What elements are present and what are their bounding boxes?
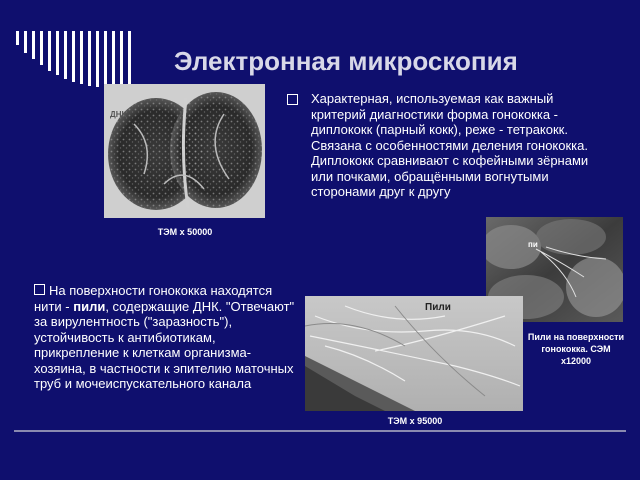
dna-label: ДНК	[110, 110, 127, 119]
bullet-square-icon	[34, 284, 45, 295]
image3-caption: ТЭМ x 95000	[387, 416, 443, 426]
bullet2-bold-term: пили	[73, 298, 106, 314]
bullet-pili	[34, 283, 296, 392]
bullet2-prefix: На поверхности гонококка находятся нити -	[34, 283, 273, 314]
pili-label: Пили	[425, 302, 451, 313]
bullet-square-icon	[287, 94, 298, 105]
decorative-stripes	[16, 31, 146, 91]
image2-caption: Пили на поверхности гонококка. СЭМ x12000	[527, 332, 625, 366]
tem-diplococcus-image	[104, 84, 265, 218]
bottom-divider	[14, 430, 626, 432]
bullet2-suffix: , содержащие ДНК. "Отвечают" за вирулентность ("заразность"), устойчивость к антибиотикам, прикрепление к клеткам организма-хозяина, в частности к эпителию маточных труб и мочеиспускательного канала	[34, 298, 295, 391]
bullet-diplococcus	[287, 91, 605, 200]
tem-pili-image	[305, 296, 523, 411]
pili-short-label: пи	[528, 240, 538, 249]
bullet1-text: Характерная, используемая как важный критерий диагностики форма гонококка - диплококк (парный кокк), реже - тетракокк. Связана с особенностями деления гонококка. Диплококк сравнивают с кофейными зёрнами или почками, обращёнными вогнутыми сторонами друг к другу	[311, 91, 589, 199]
image1-caption: ТЭМ x 50000	[157, 227, 213, 237]
slide-title: Электронная микроскопия	[174, 46, 518, 76]
